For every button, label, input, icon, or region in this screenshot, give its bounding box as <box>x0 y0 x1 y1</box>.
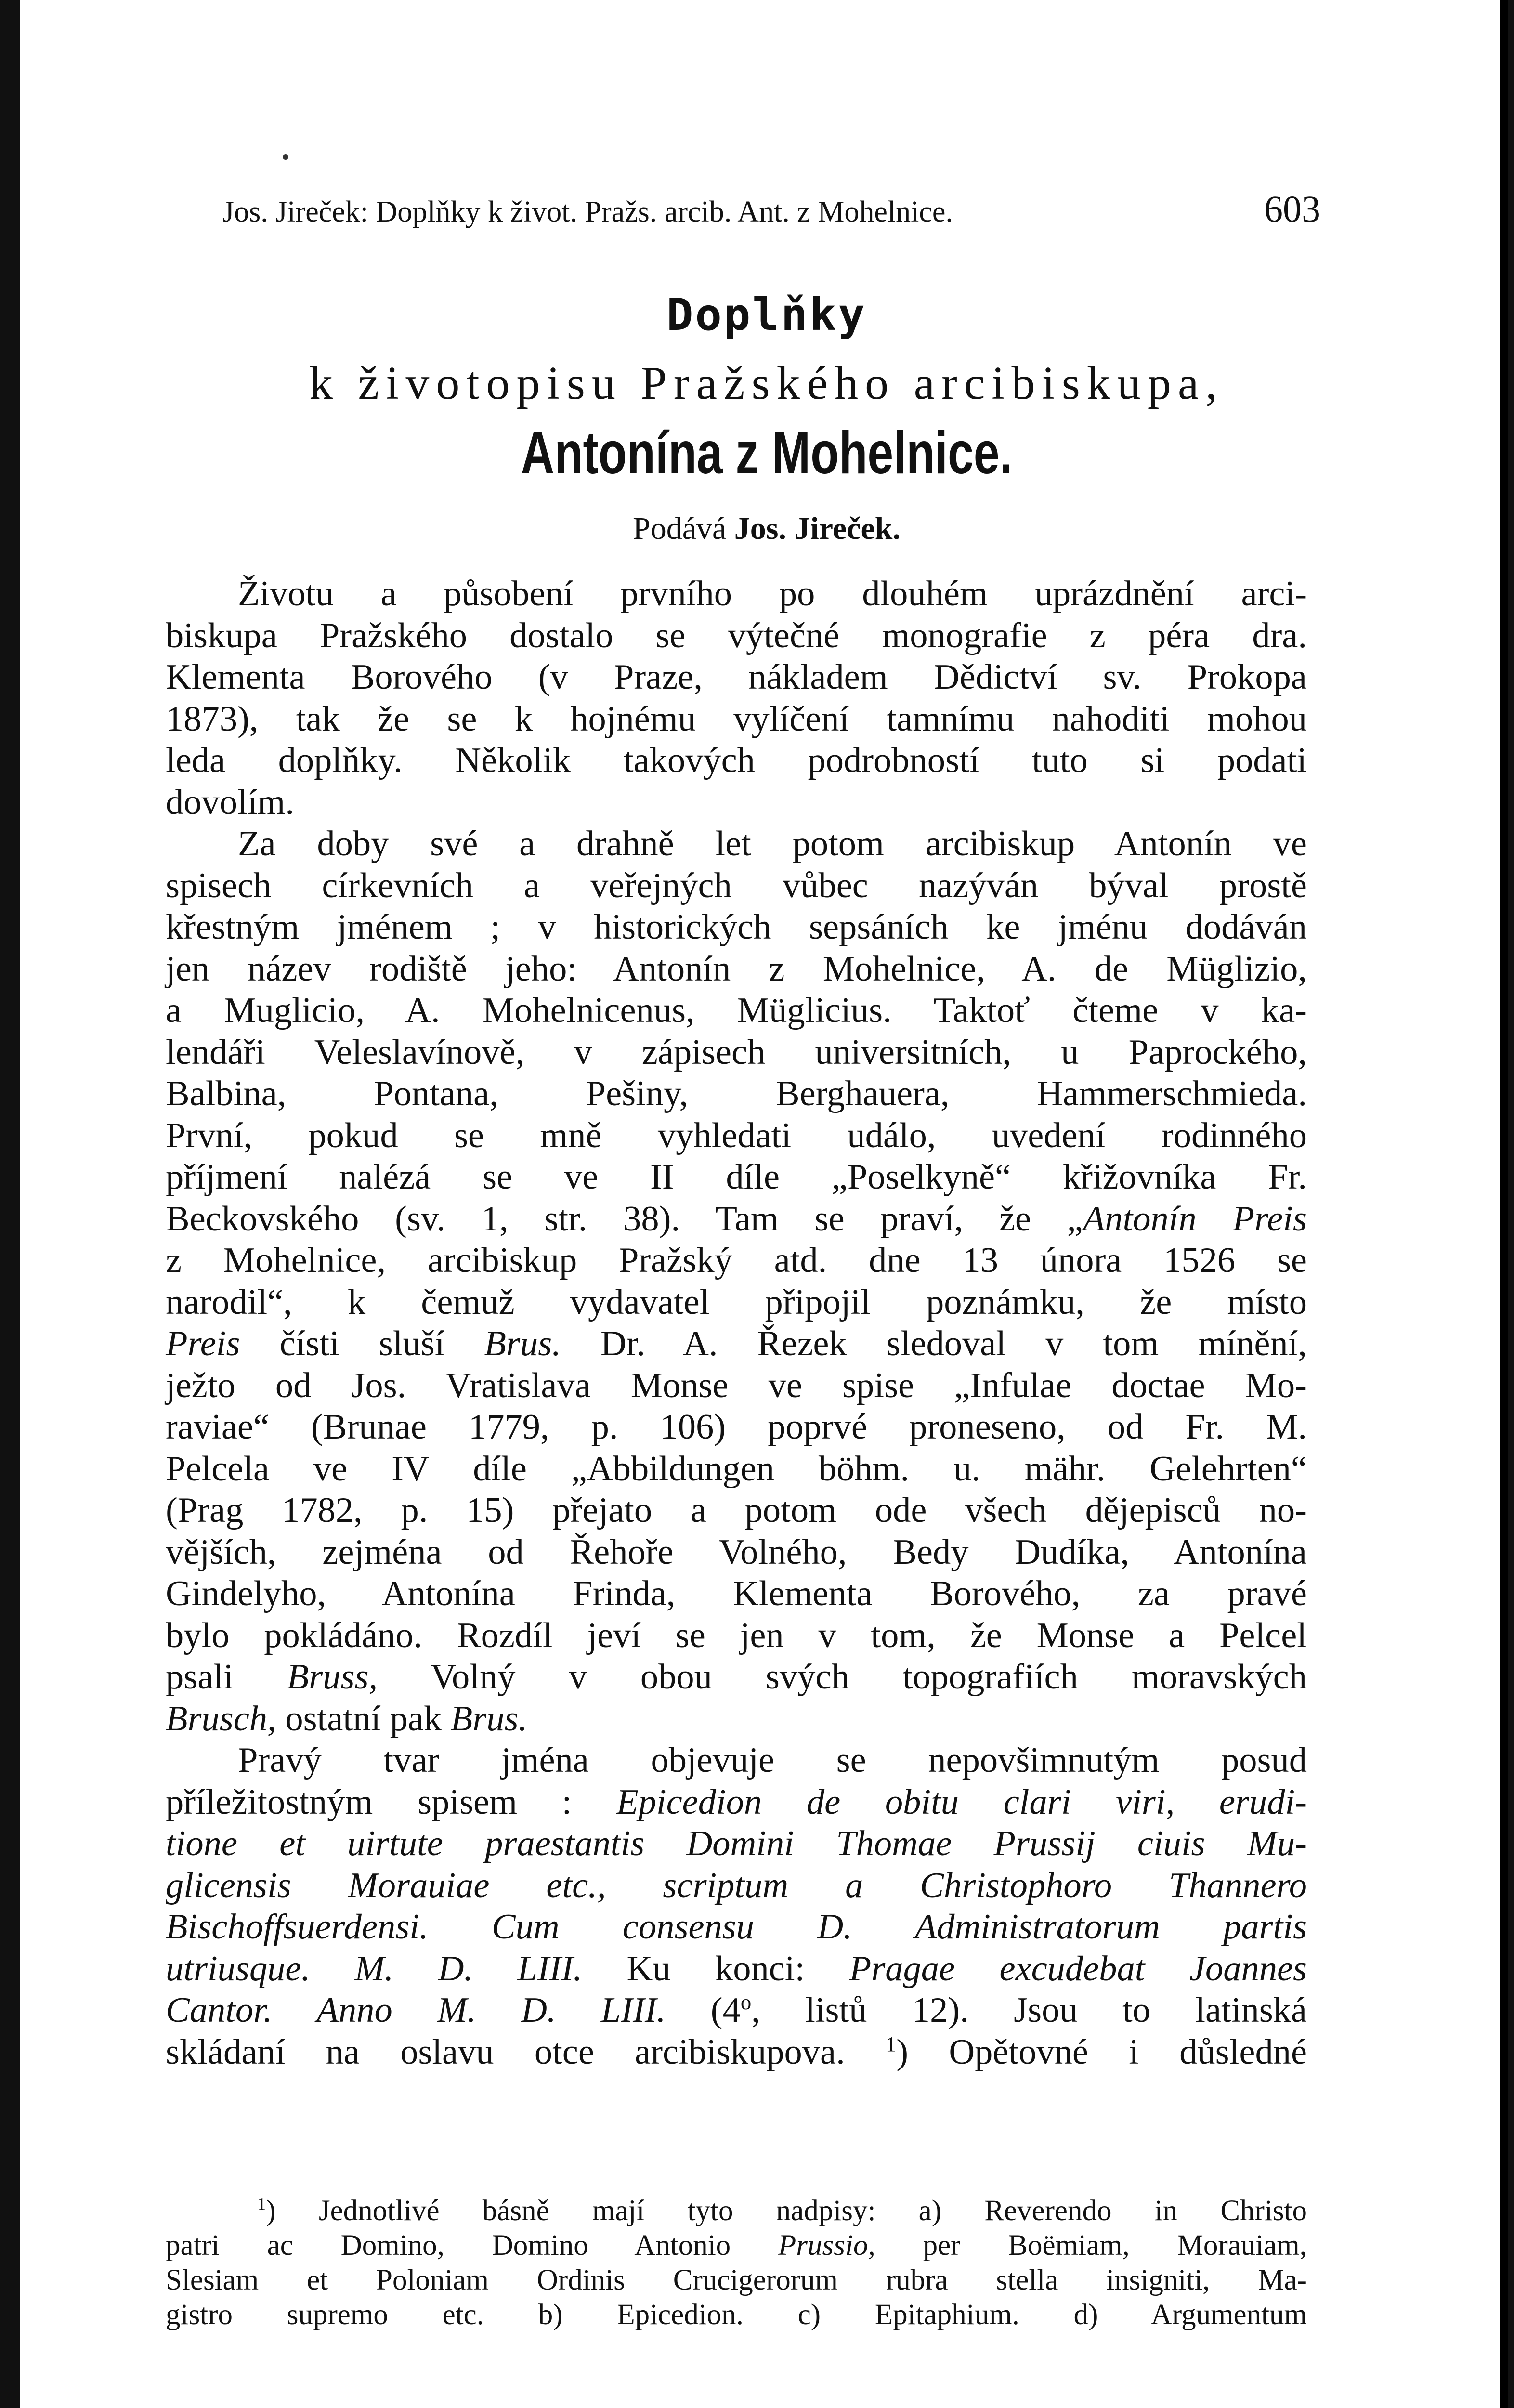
body-line: leda doplňky. Několik takových podrobností tuto si podati <box>166 741 1307 780</box>
text-run: ) Jednotlivé básně mají tyto nadpisy: a) Reverendo in Christo <box>266 2195 1307 2227</box>
text-run: patri ac Domino, Domino Antonio <box>166 2229 779 2262</box>
text-run: Beckovského (sv. 1, str. 38). Tam se praví, že „ <box>166 1199 1083 1239</box>
text-run: ostatní pak <box>276 1699 451 1739</box>
italic-run: Prussio, <box>778 2229 875 2262</box>
body-line: Životu a působení prvního po dlouhém uprázdnění arci- <box>238 574 1307 614</box>
italic-run: Brusch, <box>166 1699 276 1739</box>
italic-run: Cantor. Anno M. D. LIII. <box>166 1990 666 2030</box>
body-line: vějších, zejména od Řehoře Volného, Bedy Dudíka, Antonína <box>166 1532 1307 1572</box>
body-line: biskupa Pražského dostalo se výtečné monografie z péra dra. <box>166 615 1307 655</box>
body-line: jen název rodiště jeho: Antonín z Mohelnice, A. de Müglizio, <box>166 949 1307 989</box>
body-line: příjmení nalézá se ve II díle „Poselkyně“ křižovníka Fr. <box>166 1157 1307 1197</box>
body-line: (Prag 1782, p. 15) přejato a potom ode všech dějepisců no- <box>166 1491 1307 1530</box>
text-run: příležitostným spisem : <box>166 1782 617 1822</box>
footnote-line: gistro supremo etc. b) Epicedion. c) Epitaphium. d) Argumentum <box>166 2299 1307 2331</box>
text-run: skládaní na oslavu otce arcibiskupova. <box>166 2032 886 2072</box>
article-byline <box>165 510 1369 547</box>
text-run: , listů 12). Jsou to latinská <box>751 1990 1307 2030</box>
footnote-reference: 1 <box>885 2031 897 2056</box>
text-run: (4 <box>666 1990 741 2030</box>
italic-run: utriusque. M. D. LIII. <box>166 1949 583 1989</box>
body-line: narodil“, k čemuž vydavatel připojil poznámku, že místo <box>166 1282 1307 1322</box>
body-line: Klementa Borového (v Praze, nákladem Dědictví sv. Prokopa <box>166 657 1307 697</box>
text-run: čísti sluší <box>240 1324 484 1363</box>
footnote-line: Slesiam et Poloniam Ordinis Crucigerorum rubra stella insigniti, Ma- <box>166 2264 1307 2296</box>
body-line: Gindelyho, Antonína Frinda, Klementa Borového, za pravé <box>166 1574 1307 1613</box>
text-run: Dr. A. Řezek sledoval v tom mínění, <box>561 1324 1307 1363</box>
italic-run: Bruss, <box>287 1657 378 1697</box>
body-line: lendáři Veleslavínově, v zápisech universitních, u Paprockého, <box>166 1032 1307 1072</box>
body-line <box>166 1323 1307 1365</box>
body-line: ježto od Jos. Vratislava Monse ve spise „Infulae doctae Mo- <box>166 1365 1307 1405</box>
article-subheading: k životopisu Pražského arcibiskupa, <box>309 357 1224 409</box>
footnotes <box>166 2194 1307 2332</box>
body-line: dovolím. <box>166 782 294 822</box>
italic-run: Pragae excudebat Joannes <box>849 1949 1307 1989</box>
body-line: První, pokud se mně vyhledati událo, uvedení rodinného <box>166 1115 1307 1155</box>
byline-author: Jos. Jireček. <box>734 511 901 546</box>
italic-run: Brus. <box>450 1699 528 1739</box>
body-line <box>166 1989 1307 2031</box>
body-line: bylo pokládáno. Rozdíl jeví se jen v tom, že Monse a Pelcel <box>166 1615 1307 1655</box>
ink-dot-mark <box>283 154 288 160</box>
running-title: Jos. Jireček: Doplňky k život. Pražs. arcib. Ant. z Mohelnice. <box>222 196 953 228</box>
text-run: ) Opětovné i důsledné <box>896 2032 1307 2072</box>
body-line: křestným jménem ; v historických sepsáních ke jménu dodáván <box>166 907 1307 947</box>
body-line <box>166 1698 1307 1740</box>
italic-run: Preis <box>166 1324 240 1363</box>
body-line: Za doby své a drahně let potom arcibiskup Antonín ve <box>238 824 1307 864</box>
italic-run: Epicedion de obitu clari viri, erudi- <box>616 1782 1307 1822</box>
footnote-line <box>166 2228 1307 2263</box>
italic-run: Bischoffsuerdensi. Cum consensu D. Administratorum partis <box>166 1907 1307 1947</box>
body-line: Balbina, Pontana, Pešiny, Berghauera, Hammerschmieda. <box>166 1074 1307 1113</box>
document-page <box>20 0 1508 2408</box>
body-line <box>166 1906 1307 1948</box>
body-line: Pelcela ve IV díle „Abbildungen böhm. u. mähr. Gelehrten“ <box>166 1449 1307 1489</box>
footnote-line <box>166 2194 1307 2228</box>
running-header <box>222 188 1320 231</box>
body-line <box>166 1823 1307 1865</box>
body-line <box>166 1198 1307 1240</box>
italic-run: Brus. <box>484 1324 561 1363</box>
body-line: 1873), tak že se k hojnému vylíčení tamnímu nahoditi mohou <box>166 699 1307 739</box>
page-number: 603 <box>1264 188 1320 230</box>
italic-run: tione et uirtute praestantis Domini Thomae Prussij ciuis Mu- <box>166 1824 1307 1863</box>
footnote-marker: 1 <box>257 2194 266 2214</box>
italic-run: glicensis Morauiae etc., scriptum a Christophoro Thannero <box>166 1865 1307 1905</box>
body-line <box>166 1781 1307 1823</box>
text-run: psali <box>166 1657 287 1697</box>
body-line: Pravý tvar jména objevuje se nepovšimnutým posud <box>238 1741 1307 1780</box>
text-run: per Boëmiam, Morauiam, <box>875 2229 1307 2262</box>
article-body <box>166 573 1307 2073</box>
article-heading: Doplňky <box>666 289 867 340</box>
italic-run: Antonín Preis <box>1083 1199 1307 1239</box>
body-line <box>166 1865 1307 1907</box>
body-line: z Mohelnice, arcibiskup Pražský atd. dne 13 února 1526 se <box>166 1241 1307 1280</box>
body-line: raviae“ (Brunae 1779, p. 106) poprvé proneseno, od Fr. M. <box>166 1407 1307 1447</box>
byline-prefix: Podává <box>632 511 727 546</box>
text-run: Volný v obou svých topografiích moravských <box>378 1657 1307 1697</box>
body-line <box>166 1948 1307 1990</box>
body-line <box>166 1656 1307 1698</box>
superscript: o <box>740 1990 752 2015</box>
body-line <box>166 2031 1307 2073</box>
body-line: a Muglicio, A. Mohelnicenus, Müglicius. Taktoť čteme v ka- <box>166 991 1307 1030</box>
body-line: spisech církevních a veřejných vůbec nazýván býval prostě <box>166 865 1307 905</box>
article-subject-name: Antonína z Mohelnice. <box>521 420 1013 486</box>
text-run: Ku konci: <box>582 1949 849 1989</box>
scan-edge-shadow <box>1500 0 1508 2408</box>
